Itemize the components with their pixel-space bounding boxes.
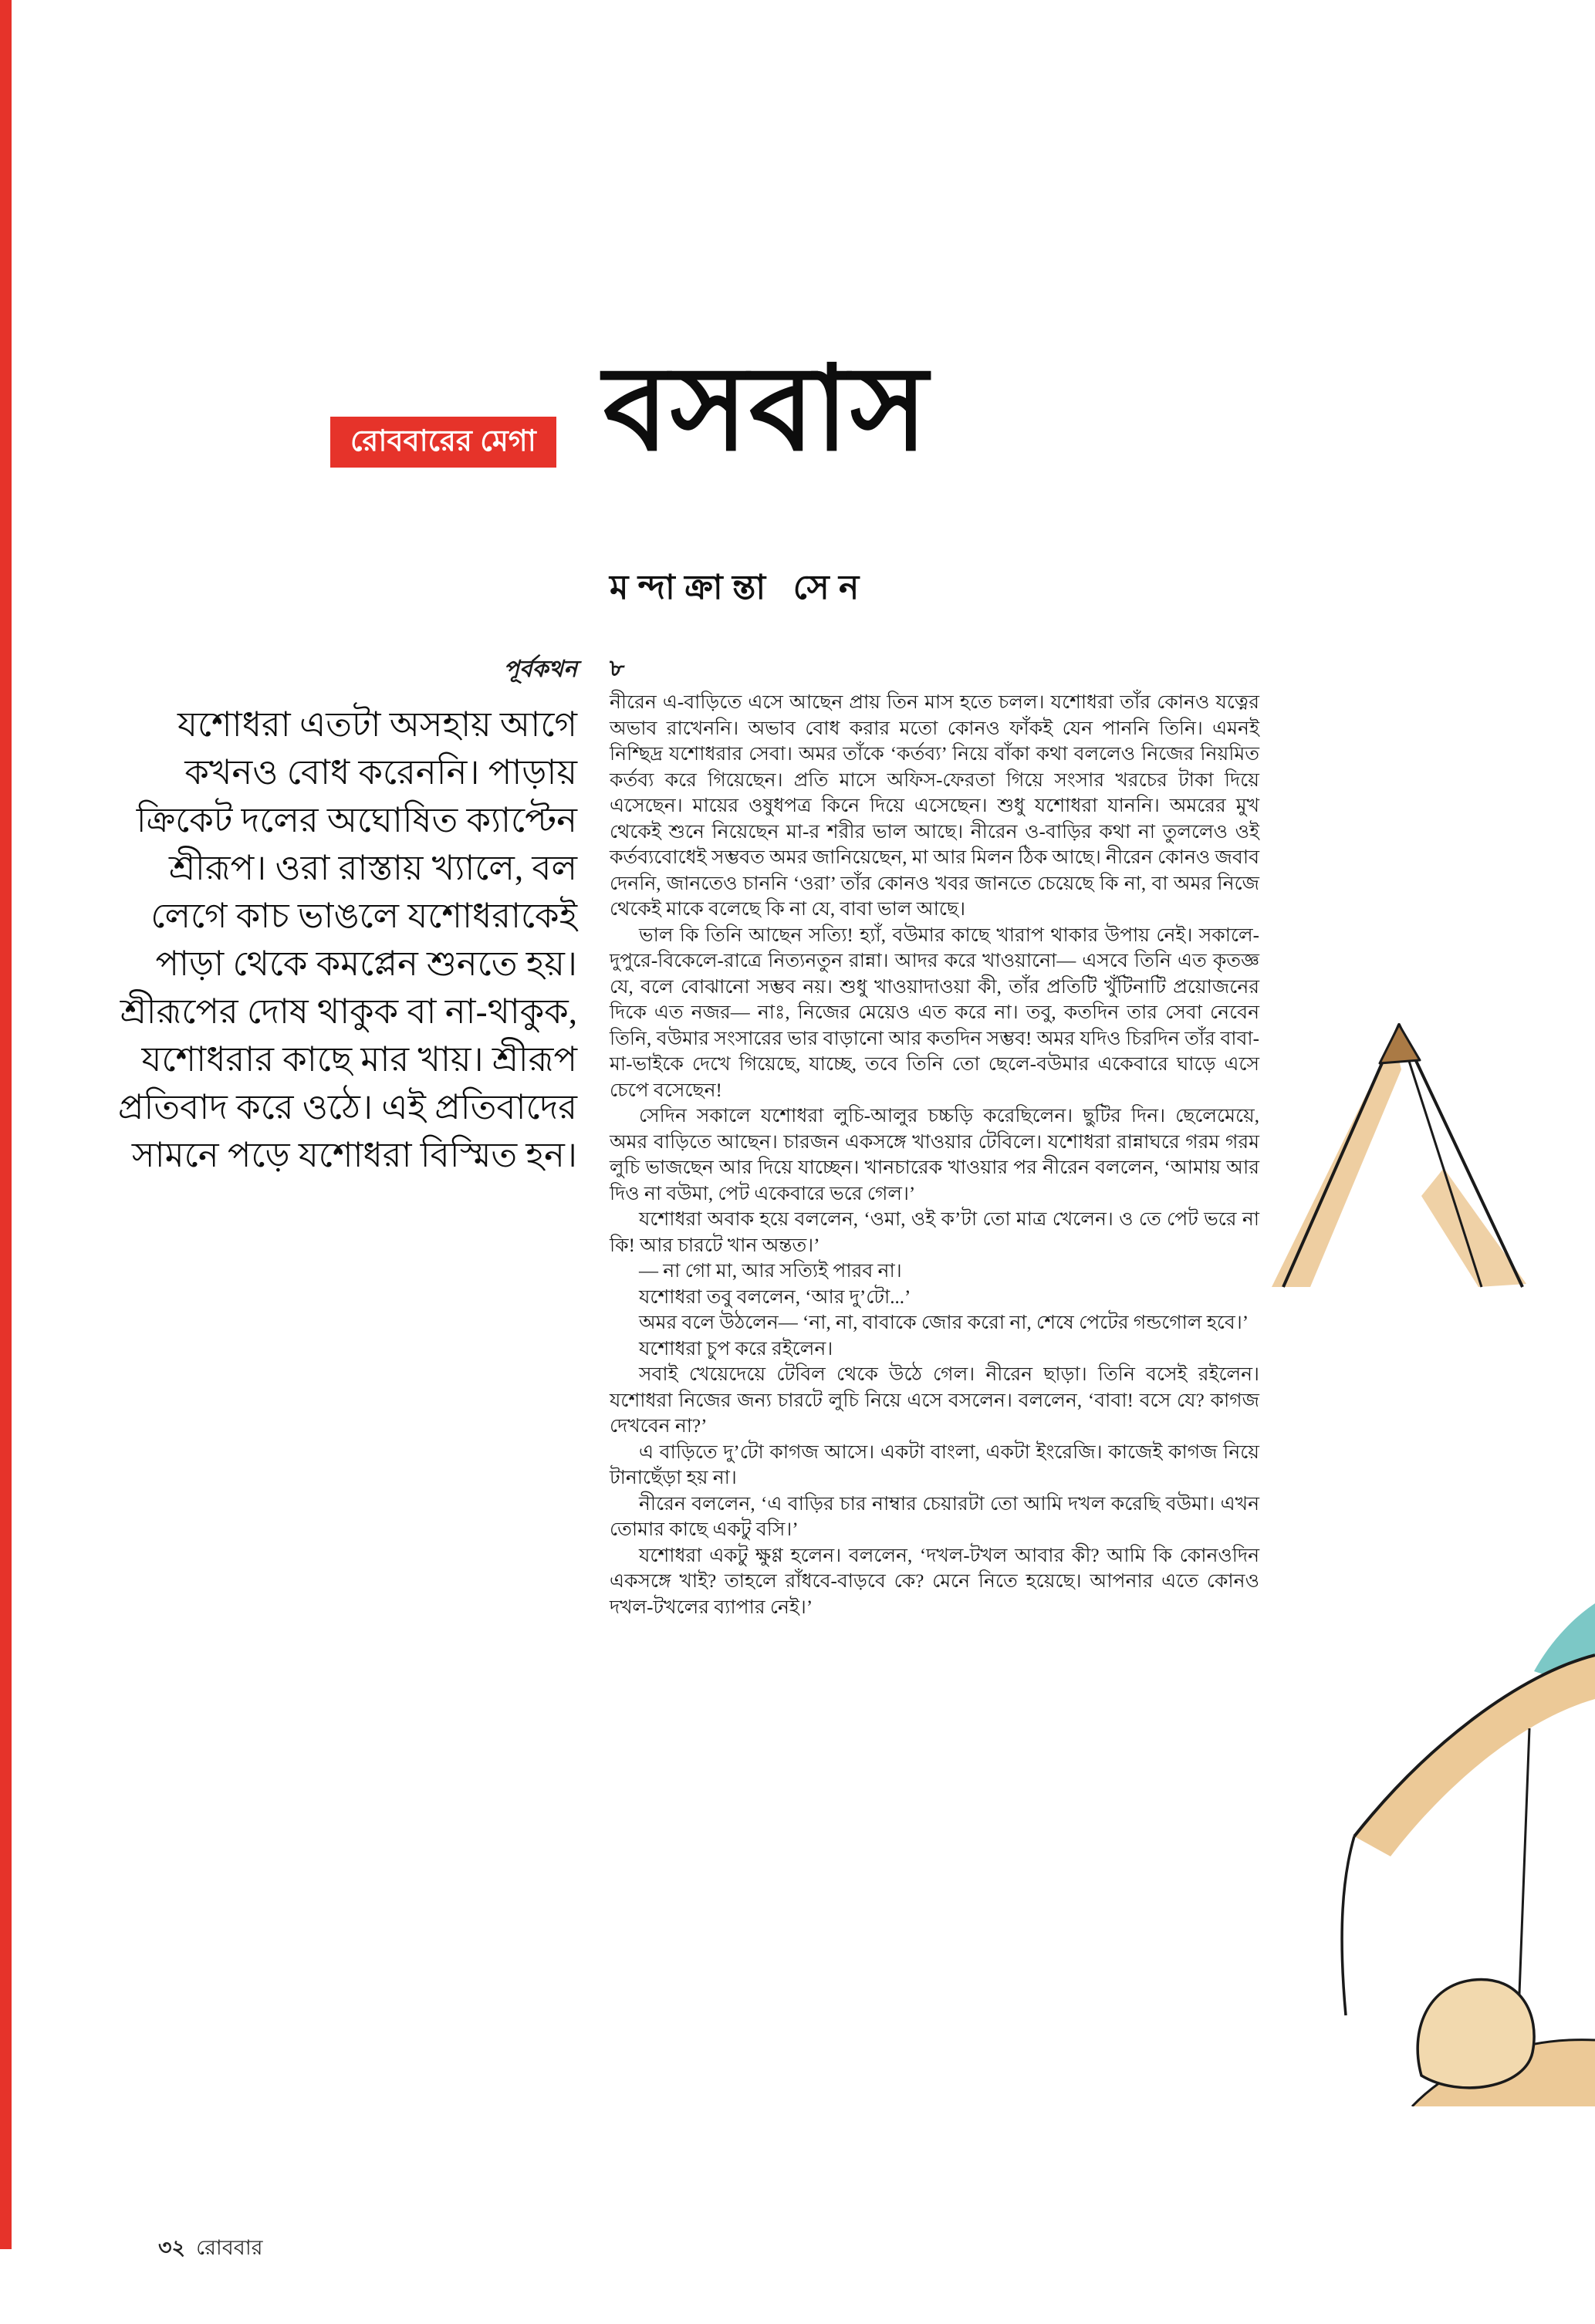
article-paragraph: নীরেন এ-বাড়িতে এসে আছেন প্রায় তিন মাস হতে চলল। যশোধরা তাঁর কোনও যত্নের অভাব রাখেননি। অভাব বোধ করার মতো কোনও ফাঁকই যেন পাননি তিনি। এমনই নিশ্ছিদ্র যশোধরার সেবা। অমর তাঁকে ‘কর্তব্য’ নিয়ে বাঁকা কথা বললেও নিজের নিয়মিত কর্তব্য করে গিয়েছেন। প্রতি মাসে অফিস-ফেরতা গিয়ে সংসার খরচের টাকা দিয়ে এসেছেন। মায়ের ওষুধপত্র কিনে দিয়ে এসেছেন। শুধু যশোধরা যাননি। অমরের মুখ থেকেই শুনে নিয়েছেন মা-র শরীর ভাল আছে। নীরেন ও-বাড়ির কথা না তুললেও ওই কর্তব্যবোধেই সম্ভবত অমর জানিয়েছেন, মা আর মিলন ঠিক আছে। নীরেন কোনও জবাব দেননি, জানতেও চাননি ‘ওরা’ তাঁর কোনও খবর জানতে চেয়েছে কি না, বা অমর নিজে থেকেই মাকে বলেছে কি না যে, বাবা ভাল আছে।	[610, 692, 1259, 920]
page-footer	[158, 2232, 263, 2267]
article-paragraph: যশোধরা অবাক হয়ে বললেন, ‘ওমা, ওই ক’টা তো মাত্র খেলেন। ও তে পেট ভরে না কি! আর চারটে খান অন্তত।’	[610, 1209, 1259, 1256]
article-paragraph: — না গো মা, আর সত্যিই পারব না।	[639, 1261, 902, 1282]
article-paragraph: অমর বলে উঠলেন— ‘না, না, বাবাকে জোর করো না, শেষে পেটের গন্ডগোল হবে।’	[639, 1312, 1249, 1333]
left-edge-accent-strip	[0, 0, 12, 2249]
article-paragraph: নীরেন বললেন, ‘এ বাড়ির চার নাম্বার চেয়ারটা তো আমি দখল করেছি বউমা। এখন তোমার কাছে একটু বসি।’	[610, 1493, 1259, 1540]
synopsis-text: যশোধরা এতটা অসহায় আগে কখনও বোধ করেননি। পাড়ায় ক্রিকেট দলের অঘোষিত ক্যাপ্টেন শ্রীরূপ। ওরা রাস্তায় খ্যালে, বল লেগে কাচ ভাঙলে যশোধরাকেই পাড়া থেকে কমপ্লেন শুনতে হয়। শ্রীরূপের দোষ থাকুক বা না-থাকুক, যশোধরার কাছে মার খায়। শ্রীরূপ প্রতিবাদ করে ওঠে। এই প্রতিবাদের সামনে পড়ে যশোধরা বিস্মিত হন।	[117, 705, 577, 1174]
synopsis-label: পূর্বকথন	[503, 657, 577, 682]
article-paragraph: সবাই খেয়েদেয়ে টেবিল থেকে উঠে গেল। নীরেন ছাড়া। তিনি বসেই রইলেন। যশোধরা নিজের জন্য চারটে লুচি নিয়ে এসে বসলেন। বললেন, ‘বাবা! বসে যে? কাগজ দেখবেন না?’	[610, 1364, 1259, 1437]
chapter-number: ৮	[610, 656, 625, 681]
magazine-name: রোববার	[196, 2236, 263, 2259]
article-paragraph: ভাল কি তিনি আছেন সত্যি! হ্যাঁ, বউমার কাছে খারাপ থাকার উপায় নেই। সকালে-দুপুরে-বিকেলে-রাত্রে নিত্যনতুন রান্না। আদর করে খাওয়ানো— এসবে তিনি এত কৃতজ্ঞ যে, বলে বোঝানো সম্ভব নয়। শুধু খাওয়াদাওয়া কী, তাঁর প্রতিটি খুঁটিনাটি প্রয়োজনের দিকে এত নজর— নাঃ, নিজের মেয়েও এত করে না। তবু, কতদিন তার সেবা নেবেন তিনি, বউমার সংসারের ভার বাড়ানো আর কতদিন সম্ভব! অমর যদিও চিরদিন তাঁর বাবা-মা-ভাইকে দেখে গিয়েছে, যাচ্ছে, তবে তিনি তো ছেলে-বউমার একেবারে ঘাড়ে এসে চেপে বসেছেন!	[610, 924, 1259, 1101]
kicker-badge	[330, 417, 556, 468]
article-paragraph: যশোধরা তবু বললেন, ‘আর দু’টো...’	[639, 1286, 911, 1308]
article-paragraphs	[610, 690, 1514, 1620]
article-paragraph: যশোধরা একটু ক্ষুণ্ণ হলেন। বললেন, ‘দখল-টখল আবার কী? আমি কি কোনওদিন একসঙ্গে খাই? তাহলে রাঁধবে-বাড়বে কে? মেনে নিতে হয়েছে। আপনার এতে কোনও দখল-টখলের ব্যাপার নেই।’	[610, 1545, 1259, 1618]
kicker-label: রোববারের মেগা	[350, 425, 536, 458]
article-paragraph: এ বাড়িতে দু’টো কাগজ আসে। একটা বাংলা, একটা ইংরেজি। কাজেই কাগজ নিয়ে টানাছেঁড়া হয় না।	[610, 1441, 1259, 1488]
article-paragraph: সেদিন সকালে যশোধরা লুচি-আলুর চচ্চড়ি করেছিলেন। ছুটির দিন। ছেলেমেয়ে, অমর বাড়িতে আছেন। চারজন একসঙ্গে খাওয়ার টেবিলে। যশোধরা রান্নাঘরে গরম গরম লুচি ভাজছেন আর দিয়ে যাচ্ছেন। খানচারেক খাওয়ার পর নীরেন বললেন, ‘আমায় আর দিও না বউমা, পেট একেবারে ভরে গেল।’	[610, 1106, 1259, 1204]
page-number: ৩২	[158, 2236, 186, 2259]
article-title: বসবাস	[603, 345, 930, 475]
author-name: মন্দাক্রান্তা সেন	[610, 569, 869, 606]
article-body	[610, 656, 1514, 2063]
article-paragraph: যশোধরা চুপ করে রইলেন।	[639, 1338, 833, 1360]
text-wrap-spacer	[1259, 690, 1514, 2063]
